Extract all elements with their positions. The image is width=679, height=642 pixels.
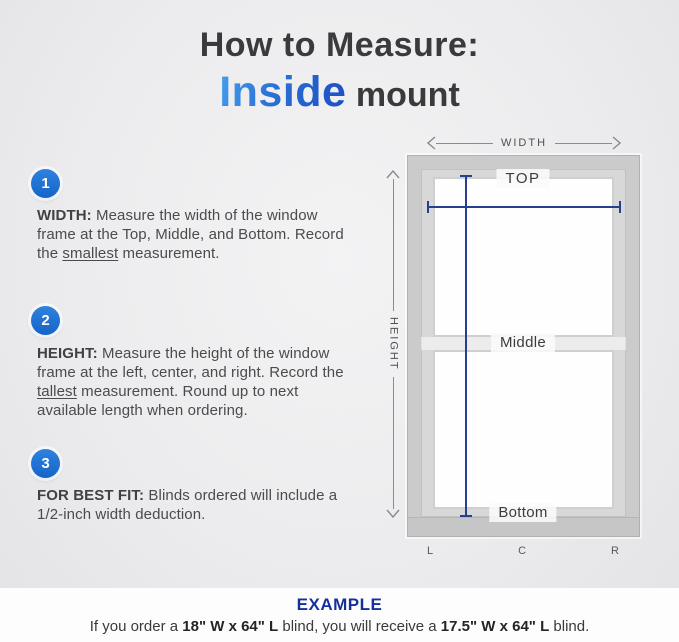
- measure-tick: [460, 515, 472, 517]
- arrow-line: [555, 143, 612, 144]
- axis-right-label: R: [611, 545, 620, 557]
- step-3-body: Blinds ordered will include a 1/2-inch width deduction.: [37, 487, 338, 523]
- step-1-body: Measure the width of the window frame at the Top, Middle, and Bottom. Record the: [37, 207, 344, 262]
- window-pane-lower: [433, 350, 614, 509]
- arrow-line: [436, 143, 493, 144]
- width-measure-line: [427, 206, 621, 208]
- measure-tick: [427, 201, 429, 213]
- axis-center-label: C: [518, 545, 528, 557]
- step-1-underlined-word: smallest: [62, 245, 119, 262]
- measure-tick: [460, 175, 472, 177]
- example-footer: [0, 588, 679, 642]
- top-position-label: TOP: [496, 169, 549, 188]
- step-2-number: 2: [41, 312, 50, 329]
- example-middle: blind, you will receive a: [278, 618, 441, 635]
- width-dimension-arrow: [427, 136, 621, 150]
- arrowhead-right-icon: [612, 136, 621, 150]
- step-1-lead: WIDTH:: [37, 207, 92, 224]
- step-1-badge: [31, 169, 60, 198]
- axis-left-label: L: [427, 545, 435, 557]
- step-3-lead: FOR BEST FIT:: [37, 487, 145, 504]
- example-sentence: [0, 618, 679, 635]
- step-2-body-end: measurement. Round up to next available length when ordering.: [37, 383, 299, 419]
- arrowhead-left-icon: [427, 136, 436, 150]
- step-2-badge: [31, 306, 60, 335]
- height-dimension-arrow: [386, 170, 400, 518]
- width-arrow-label: WIDTH: [500, 136, 548, 149]
- step-3-text: [37, 486, 355, 524]
- height-arrow-label: HEIGHT: [387, 317, 400, 371]
- step-1-body-end: measurement.: [118, 245, 220, 262]
- step-1-text: [37, 206, 355, 263]
- title-rest: mount: [346, 76, 460, 114]
- measure-tick: [619, 201, 621, 213]
- bottom-position-label: Bottom: [489, 503, 556, 522]
- example-suffix: blind.: [549, 618, 590, 635]
- middle-position-label: Middle: [491, 333, 555, 352]
- arrow-line: [393, 377, 394, 509]
- step-2-lead: HEIGHT:: [37, 345, 98, 362]
- page-title: [0, 26, 679, 117]
- step-3-number: 3: [41, 455, 50, 472]
- example-heading: EXAMPLE: [296, 595, 383, 614]
- title-line2: [0, 68, 679, 117]
- height-measure-line: [465, 175, 467, 517]
- step-1-number: 1: [41, 175, 50, 192]
- step-2-body: Measure the height of the window frame at the left, center, and right. Record the: [37, 345, 344, 381]
- step-2-underlined-word: tallest: [37, 383, 77, 400]
- arrowhead-down-icon: [386, 509, 400, 518]
- arrowhead-up-icon: [386, 170, 400, 179]
- window-pane-upper: [433, 177, 614, 337]
- example-size-received: 17.5" W x 64" L: [440, 618, 550, 635]
- step-3-badge: [31, 449, 60, 478]
- title-line1: How to Measure:: [199, 26, 480, 64]
- step-2-text: [37, 344, 355, 420]
- example-prefix: If you order a: [89, 618, 183, 635]
- example-size-ordered: 18" W x 64" L: [182, 618, 279, 635]
- arrow-line: [393, 179, 394, 311]
- title-highlight: Inside: [219, 68, 347, 116]
- left-center-right-axis: [407, 545, 640, 557]
